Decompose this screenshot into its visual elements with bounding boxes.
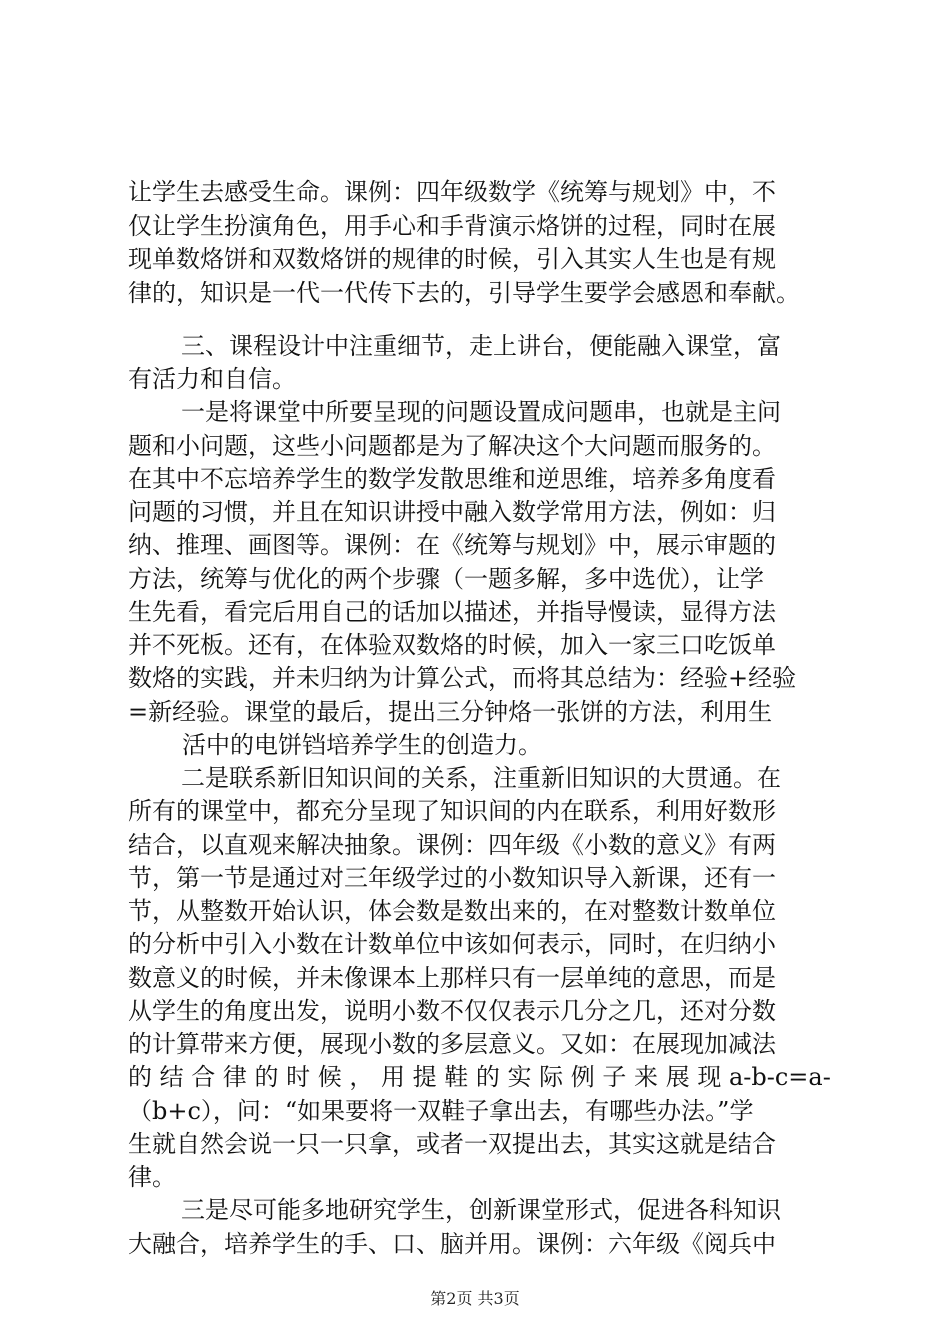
body-line: 生先看，看完后用自己的话加以描述，并指导慢读，显得方法 [128, 598, 776, 626]
body-line: 仅让学生扮演角色，用手心和手背演示烙饼的过程，同时在展 [128, 212, 776, 240]
body-line: 题和小问题，这些小问题都是为了解决这个大问题而服务的。 [128, 432, 776, 460]
body-line: 在其中不忘培养学生的数学发散思维和逆思维，培养多角度看 [128, 465, 776, 493]
body-line: 生就自然会说一只一只拿，或者一双提出去，其实这就是结合 [128, 1130, 776, 1158]
body-line: 现单数烙饼和双数烙饼的规律的时候，引入其实人生也是有规 [128, 245, 776, 273]
paragraph-first-line: 二是联系新旧知识间的关系，注重新旧知识的大贯通。在 [181, 764, 781, 792]
paragraph-first-line: 一是将课堂中所要呈现的问题设置成问题串，也就是主问 [181, 398, 781, 426]
body-line: 数烙的实践，并未归纳为计算公式，而将其总结为：经验+经验 [128, 664, 797, 692]
body-line: 让学生去感受生命。课例：四年级数学《统筹与规划》中，不 [128, 178, 776, 206]
section-heading: 三、课程设计中注重细节，走上讲台，便能融入课堂，富 [181, 332, 781, 360]
body-line: 节，第一节是通过对三年级学过的小数知识导入新课，还有一 [128, 864, 776, 892]
body-line: 活中的电饼铛培养学生的创造力。 [182, 731, 542, 759]
body-line: 数意义的时候，并未像课本上那样只有一层单纯的意思，而是 [128, 964, 776, 992]
body-line: =新经验。课堂的最后，提出三分钟烙一张饼的方法，利用生 [128, 698, 773, 726]
body-line: 律。 [128, 1163, 176, 1191]
body-line: 所有的课堂中，都充分呈现了知识间的内在联系，利用好数形 [128, 797, 776, 825]
paragraph-first-line: 三是尽可能多地研究学生，创新课堂形式，促进各科知识 [181, 1196, 781, 1224]
body-line: 的计算带来方便，展现小数的多层意义。又如：在展现加减法 [128, 1030, 776, 1058]
body-line: 纳、推理、画图等。课例：在《统筹与规划》中，展示审题的 [128, 531, 776, 559]
body-line: （b+c），问：“如果要将一双鞋子拿出去，有哪些办法。”学 [128, 1097, 754, 1125]
body-line: 并不死板。还有，在体验双数烙的时候，加入一家三口吃饭单 [128, 631, 776, 659]
body-line: 问题的习惯，并且在知识讲授中融入数学常用方法，例如：归 [128, 498, 776, 526]
section-heading-cont: 有活力和自信。 [128, 365, 296, 393]
body-line: 结合，以直观来解决抽象。课例：四年级《小数的意义》有两 [128, 831, 776, 859]
body-line: 的分析中引入小数在计数单位中该如何表示，同时，在归纳小 [128, 930, 776, 958]
body-line: 律的，知识是一代一代传下去的，引导学生要学会感恩和奉献。 [128, 279, 800, 307]
body-line: 从学生的角度出发，说明小数不仅仅表示几分之几，还对分数 [128, 997, 776, 1025]
body-line: 大融合，培养学生的手、口、脑并用。课例：六年级《阅兵中 [128, 1230, 776, 1258]
body-line: 的 结 合 律 的 时 候 ， 用 提 鞋 的 实 际 例 子 来 展 现 a-b-c=a- [128, 1063, 831, 1091]
body-line: 节，从整数开始认识，体会数是数出来的，在对整数计数单位 [128, 897, 776, 925]
page-number-footer: 第2页 共3页 [430, 1289, 520, 1308]
body-line: 方法，统筹与优化的两个步骤（一题多解，多中选优），让学 [128, 565, 764, 593]
